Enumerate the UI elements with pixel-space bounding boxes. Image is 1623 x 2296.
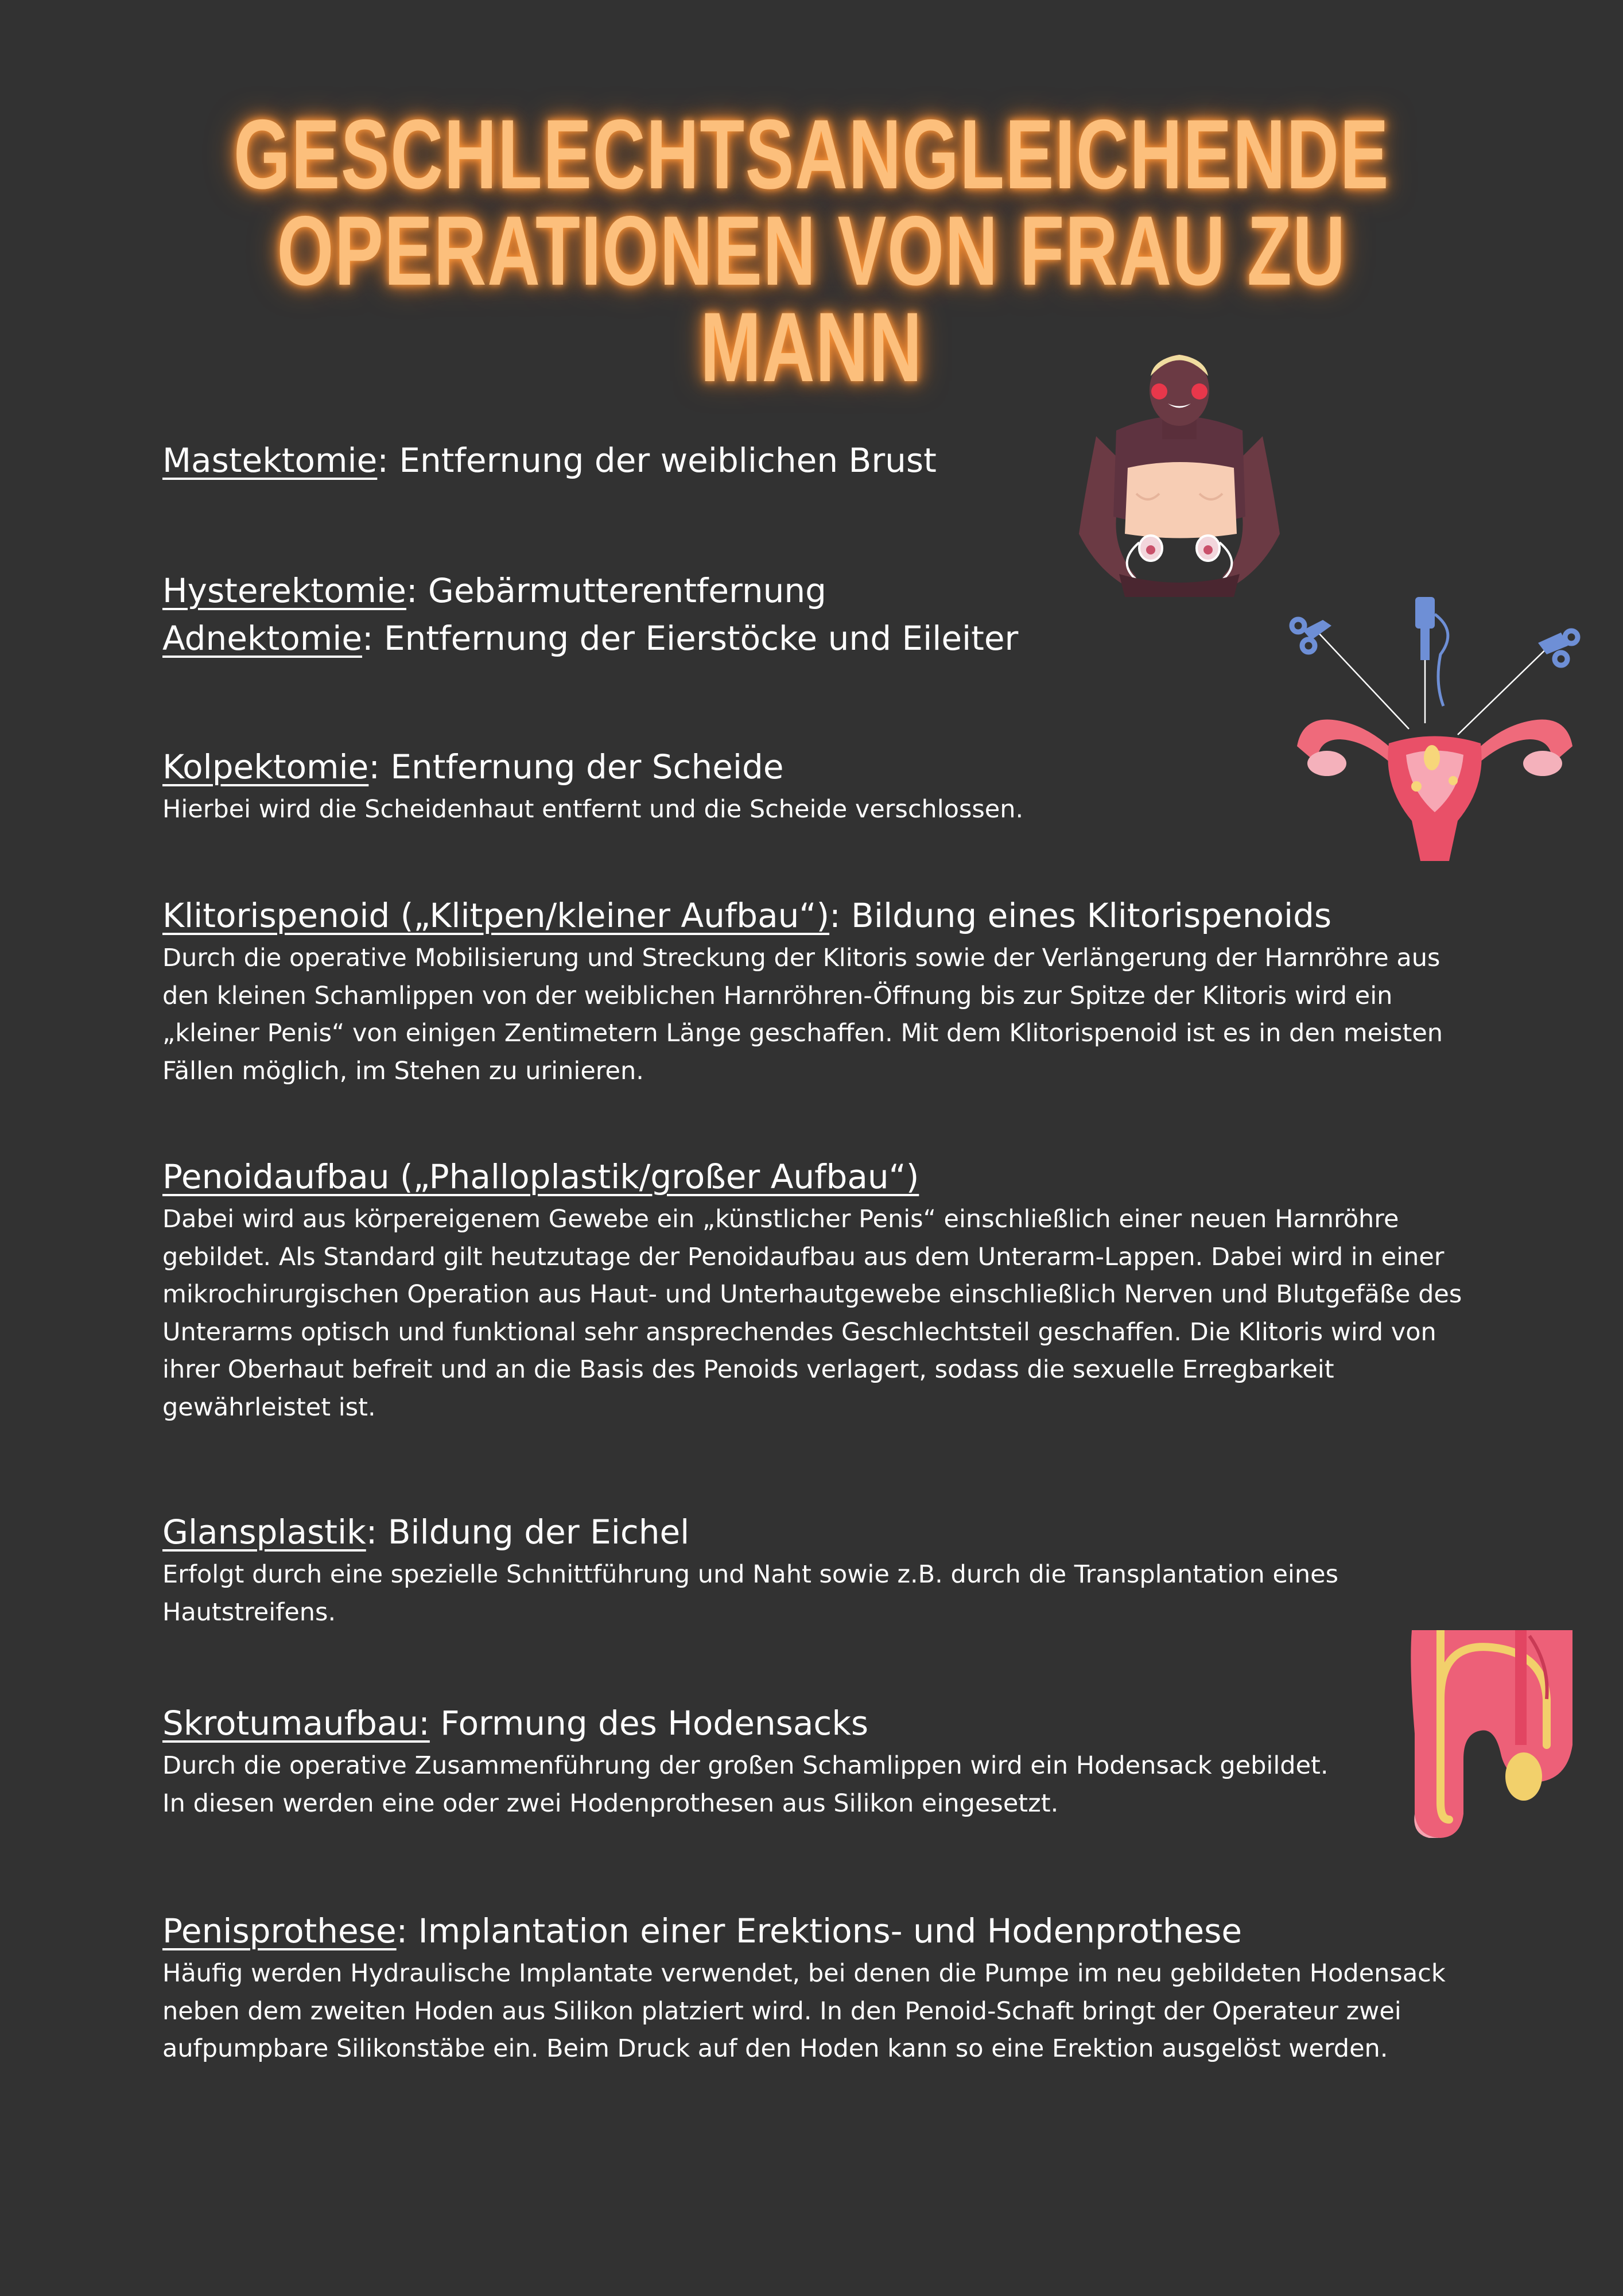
section-penisprothese [162,1907,1465,2068]
person-after-mastectomy-icon [1062,344,1297,597]
section-description: Formung des Hodensacks [429,1704,869,1743]
uterus-laparoscopy-icon [1286,591,1584,861]
section-body: Häufig werden Hydraulische Implantate verwendet, bei denen die Pumpe im neu gebildeten Hodensack neben dem zweiten Hoden aus Silikon platziert wird. In den Penoid-Schaft bringt der Operateur zwei aufpumpbare Silikonstäbe ein. Beim Druck auf den Hoden kann so eine Erektion ausgelöst werden. [162,1959,1446,2063]
section-term: Hysterektomie [162,571,406,610]
section-description: Entfernung der weiblichen Brust [388,441,937,480]
section-body: Erfolgt durch eine spezielle Schnittführung und Naht sowie z.B. durch die Transplantation eines Hautstreifens. [162,1560,1338,1627]
section-heading: Klitorispenoid („Klitpen/kleiner Aufbau“): Bildung eines Klitorispenoids [162,896,1332,935]
section-penoidaufbau [162,1153,1465,1426]
penis-anatomy-icon [1395,1630,1572,1840]
section-body: Hierbei wird die Scheidenhaut entfernt und die Scheide verschlossen. [162,795,1024,824]
section-heading: Glansplastik: Bildung der Eichel [162,1512,690,1552]
section-body: Durch die operative Mobilisierung und Streckung der Klitoris sowie der Verlängerung der Harnröhre aus den kleinen Schamlippen von der weiblichen Harnröhren-Öffnung bis zur Spitze der Klitoris wird ein „kleiner Penis“ von einigen Zentimetern Länge geschaffen. Mit dem Klitorispenoid ist es in den meisten Fällen möglich, im Stehen zu urinieren. [162,944,1443,1085]
section-term: Mastektomie [162,441,378,480]
section-body: Durch die operative Zusammenführung der großen Schamlippen wird ein Hodensack gebildet. In diesen werden eine oder zwei Hodenprothesen aus Silikon eingesetzt. [162,1751,1329,1818]
section-klitorispenoid [162,891,1465,1090]
section-heading: Kolpektomie: Entfernung der Scheide [162,747,784,786]
section-term: Skrotumaufbau: [162,1704,430,1743]
section-adnektomie [162,614,1465,662]
title-line-2: OPERATIONEN VON FRAU ZU MANN [277,196,1346,402]
title-line-1: GESCHLECHTSANGLEICHENDE [233,99,1390,210]
section-heading: Penisprothese: Implantation einer Erektions- und Hodenprothese [162,1911,1243,1950]
section-kolpektomie [162,743,1465,829]
section-term: Klitorispenoid („Klitpen/kleiner Aufbau“) [162,896,830,935]
section-body: Dabei wird aus körpereigenem Gewebe ein „künstlicher Penis“ einschließlich einer neuen Harnröhre gebildet. Als Standard gilt heutzutage der Penoidaufbau aus dem Unterarm-Lappen. Dabei wird in einer mikrochirurgischen Operation aus Haut- und Unterhautgewebe einschließlich Nerven und Blutgefäße des Unterarms optisch und funktional sehr ansprechendes Geschlechtsteil geschaffen. Die Klitoris wird von ihrer Oberhaut befreit und an die Basis des Penoids verlagert, sodass die sexuelle Erregbarkeit gewährleistet ist. [162,1205,1462,1422]
section-description: Entfernung der Eierstöcke und Eileiter [373,619,1019,658]
section-term: Kolpektomie [162,747,369,786]
section-heading: Hysterektomie: Gebärmutterentfernung [162,571,826,610]
section-term: Glansplastik [162,1512,366,1552]
section-description: Bildung eines Klitorispenoids [840,896,1332,935]
section-glansplastik [162,1508,1465,1631]
section-description: Gebärmutterentfernung [417,571,826,610]
section-skrotumaufbau [162,1699,1465,1822]
section-description: Bildung der Eichel [377,1512,690,1552]
section-description: Implantation einer Erektions- und Hodenprothese [407,1911,1243,1950]
section-heading: Mastektomie: Entfernung der weiblichen Brust [162,441,937,480]
section-heading: Adnektomie: Entfernung der Eierstöcke und Eileiter [162,619,1019,658]
section-term: Penisprothese [162,1911,397,1950]
section-term: Adnektomie [162,619,363,658]
section-description: Entfernung der Scheide [379,747,784,786]
section-heading [162,1153,1465,1201]
section-heading [162,1699,1465,1747]
section-term: Penoidaufbau („Phalloplastik/großer Aufbau“) [162,1157,919,1196]
